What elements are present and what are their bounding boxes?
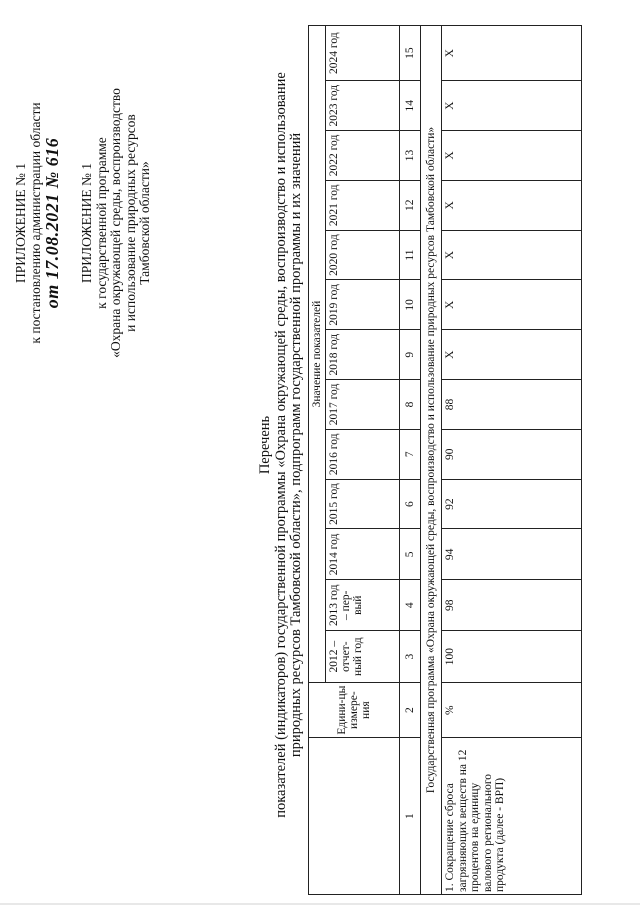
indicator-value: 88 (442, 380, 582, 430)
title-heading: Перечень (257, 415, 273, 475)
indicator-value: 90 (442, 429, 582, 479)
year-header: 2020 год (326, 230, 400, 280)
column-number: 1 (400, 738, 421, 895)
year-header: 2021 год (326, 180, 400, 230)
appendix-old-block (80, 8, 153, 438)
column-number: 4 (400, 580, 421, 631)
indicator-value: 92 (442, 479, 582, 529)
indicators-table (308, 25, 582, 895)
appendix-old-title: ПРИЛОЖЕНИЕ № 1 (79, 162, 94, 284)
column-number: 8 (400, 380, 421, 430)
year-header: 2018 год (326, 330, 400, 380)
indicator-value: Х (442, 230, 582, 280)
indicator-value: 100 (442, 631, 582, 683)
indicator-name: 1. Сокращение сброса загрязняющих веществ на 12 процентов на единицу валового регионального продукта (далее - ВРП) (442, 738, 582, 895)
year-header: 2019 год (326, 280, 400, 330)
year-header: 2014 год (326, 529, 400, 580)
column-number: 9 (400, 330, 421, 380)
year-header: 2016 год (326, 429, 400, 479)
program-title-cell: Государственная программа «Охрана окружающей среды, воспроизводство и использование природных ресурсов Тамбовской области» (421, 26, 442, 895)
appendix-new-block (14, 8, 61, 438)
title-line-2: природных ресурсов Тамбовской области», подпрограмм государственной программы и их значений (288, 132, 304, 758)
indicator-value: 98 (442, 580, 582, 631)
year-header: 2015 год (326, 479, 400, 529)
column-number: 7 (400, 429, 421, 479)
indicator-column-header (309, 738, 400, 895)
year-header: 2023 год (326, 81, 400, 131)
header-row-1 (309, 26, 326, 895)
indicator-row (442, 26, 582, 895)
indicator-value: Х (442, 330, 582, 380)
column-number: 15 (400, 26, 421, 81)
indicator-value: Х (442, 131, 582, 181)
appendix-old-line2: к государственной программе (93, 137, 109, 309)
appendix-old-line5: Тамбовской области» (137, 161, 152, 285)
handwritten-date-number: от 17.08.2021 № 616 (42, 137, 62, 309)
indicator-value: Х (442, 280, 582, 330)
column-number: 11 (400, 230, 421, 280)
title-line-1: показателей (индикаторов) государственной программы «Охрана окружающей среды, воспроизводство и использование (272, 72, 289, 818)
indicator-value: 94 (442, 529, 582, 580)
column-number: 3 (400, 631, 421, 683)
column-number: 5 (400, 529, 421, 580)
values-group-header: Значение показателей (309, 26, 326, 683)
year-header: 2013 год – пер-вый (326, 580, 400, 631)
appendix-old-line4: и использование природных ресурсов (122, 114, 138, 332)
appendix-new-subtitle: к постановлению администрации области (27, 102, 43, 344)
year-header: 2024 год (326, 26, 400, 81)
column-numbers-row (400, 26, 421, 895)
year-header: 2012 – отчет-ный год (326, 631, 400, 683)
column-number: 6 (400, 479, 421, 529)
indicator-unit: % (442, 683, 582, 738)
appendix-old-line3: «Охрана окружающей среды, воспроизводство (108, 88, 123, 358)
column-number: 12 (400, 180, 421, 230)
indicator-value: Х (442, 180, 582, 230)
appendix-new-title: ПРИЛОЖЕНИЕ № 1 (13, 162, 28, 284)
column-number: 13 (400, 131, 421, 181)
column-number: 2 (400, 683, 421, 738)
document-title (258, 5, 305, 885)
column-number: 14 (400, 81, 421, 131)
unit-column-header: Едини-цы измере-ния (309, 683, 400, 738)
indicator-value: Х (442, 81, 582, 131)
year-header: 2022 год (326, 131, 400, 181)
indicator-value: Х (442, 26, 582, 81)
column-number: 10 (400, 280, 421, 330)
program-title-row (421, 26, 442, 895)
year-header: 2017 год (326, 380, 400, 430)
